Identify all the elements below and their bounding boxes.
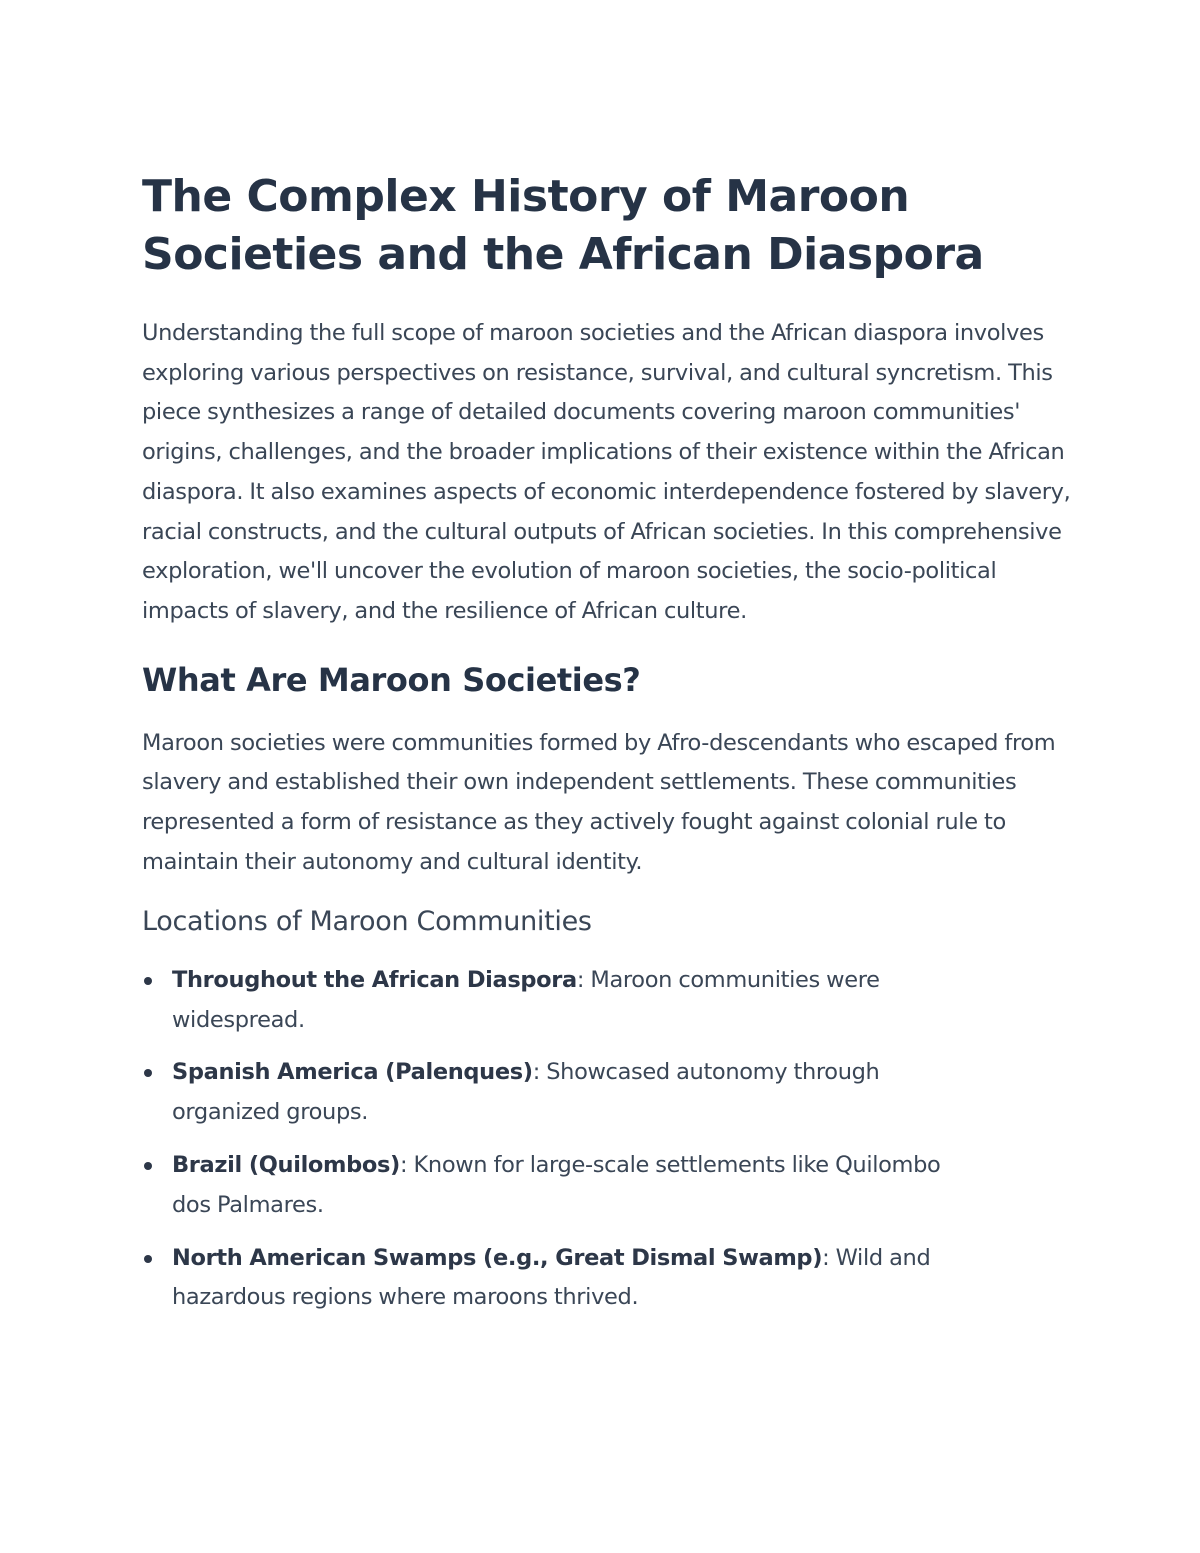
list-item-text: : Wild and hazardous regions where maroons thrived. — [172, 1244, 931, 1311]
list-item — [142, 1239, 972, 1319]
section-heading-maroon-societies: What Are Maroon Societies? — [142, 660, 641, 699]
bullet-icon — [144, 977, 152, 985]
list-item — [142, 961, 972, 1041]
document-page — [142, 168, 1072, 1331]
list-item-term: Throughout the African Diaspora — [172, 966, 577, 993]
maroon-societies-paragraph: Maroon societies were communities formed by Afro-descendants who escaped from slavery and established their own independent settlements. These communities represented a form of resistance as they actively fought against colonial rule to maintain their autonomy and cultural identity. — [142, 729, 1056, 876]
list-item-term: Brazil (Quilombos) — [172, 1152, 400, 1178]
bullet-icon — [144, 1069, 152, 1077]
locations-list — [142, 961, 972, 1318]
list-item-text: : Known for large-scale settlements like Quilombo dos Palmares. — [172, 1152, 941, 1218]
list-item-term: Spanish America (Palenques) — [172, 1059, 533, 1086]
list-item — [142, 1146, 972, 1226]
intro-paragraph: Understanding the full scope of maroon societies and the African diaspora involves exploring various perspectives on resistance, survival, and cultural syncretism. This piece synthesizes a range of detailed documents covering maroon communities' origins, challenges, and the broader implications of their existence within the African diaspora. It also examines aspects of economic interdependence fostered by slavery, racial constructs, and the cultural outputs of African societies. In this comprehensive exploration, we'll uncover the evolution of maroon societies, the socio-political impacts of slavery, and the resilience of African culture. — [142, 320, 1071, 624]
list-item-text: : Maroon communities were widespread. — [172, 966, 880, 1033]
list-item-term: North American Swamps (e.g., Great Dismal Swamp) — [172, 1244, 823, 1271]
list-item-text: : Showcased autonomy through organized groups. — [172, 1059, 880, 1126]
bullet-icon — [144, 1162, 152, 1170]
subheading-locations: Locations of Maroon Communities — [142, 905, 592, 937]
document-title: The Complex History of Maroon Societies and the African Diaspora — [142, 171, 984, 280]
bullet-icon — [144, 1255, 152, 1263]
list-item — [142, 1053, 972, 1133]
